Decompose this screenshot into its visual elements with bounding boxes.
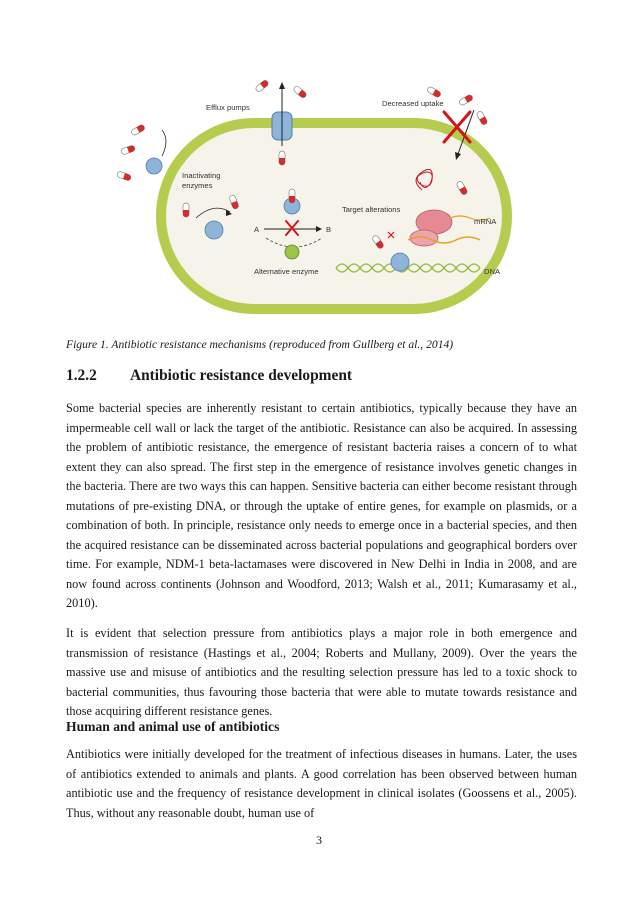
page-number: 3 — [316, 833, 322, 847]
paragraph-resistance-development: Some bacterial species are inherently resistant to certain antibiotics, typically because they have an impermeable cell wall or lack the target of the antibiotic. Resistance can also be acquired. In assessing the problem of antibiotic resistance, the emergence of resistant bacteria raises a concern of to what extent they can also spread. The first step in the emergence of resistance involves genetic changes in the bacteria. There are two ways this can happen. Sensitive bacteria can either become resistant through mutations of pre-existing DNA, or through the uptake of entire genes, for example on plasmids, or a combination of both. In principle, resistance only needs to emerge once in a bacterial species, and then the acquired resistance can be disseminated across bacterial populations and geographical borders over time. For example, NDM-1 beta-lactamases were discovered in New Delhi in India in 2008, and are now found across continents (Johnson and Woodford, 2013; Walsh et al., 2011; Kumarasamy et al., 2010). — [66, 401, 577, 610]
decreased-uptake-label: Decreased uptake — [382, 99, 444, 108]
alternative-enzyme-icon — [285, 245, 299, 259]
antibiotic-resistance-figure — [104, 70, 524, 330]
alternative-enzyme-label: Alternative enzyme — [254, 267, 319, 276]
section-title: Antibiotic resistance development — [130, 367, 352, 384]
dna-binding-protein-icon — [391, 253, 409, 271]
cell-cytoplasm — [166, 128, 502, 304]
mrna-label: mRNA — [474, 217, 497, 226]
figure-caption: Figure 1. Antibiotic resistance mechanisms (reproduced from Gullberg et al., 2014) — [66, 338, 454, 351]
product-b-label: B — [326, 225, 332, 234]
section-number: 1.2.2 — [66, 367, 97, 384]
paragraph-human-animal-use: Antibiotics were initially developed for the treatment of infectious diseases in humans. Later, the uses of antibiotics extended to animals and plants. A good correlation has been observed between human antibiotic use and the frequency of resistance development in clinical isolates (Goossens et al., 2005). Thus, without any reasonable doubt, human use of — [66, 747, 577, 820]
figure-illustration — [104, 70, 524, 330]
target-alterations-label: Target alterations — [342, 205, 401, 214]
inactivating-enzyme-icon — [205, 221, 223, 239]
substrate-a-label: A — [254, 225, 260, 234]
inactivating-enzymes-label-line1: Inactivating — [182, 171, 221, 180]
external-enzyme-icon — [146, 158, 162, 174]
paragraph-selection-pressure: It is evident that selection pressure from antibiotics plays a major role in both emergence and transmission of resistance (Hastings et al., 2004; Roberts and Mullany, 2009). Over the years the massive use and misuse of antibiotics and the resulting selection pressure has led to a toxic shock to bacterial communities, thus favouring those bacteria that were able to mutate towards resistance and those acquiring different resistance genes. — [66, 626, 577, 718]
inactivating-enzymes-label-line2: enzymes — [182, 181, 213, 190]
section-heading — [66, 367, 352, 385]
efflux-pumps-label: Efflux pumps — [206, 103, 250, 112]
subsection-heading: Human and animal use of antibiotics — [66, 719, 280, 734]
dna-label: DNA — [484, 267, 501, 276]
